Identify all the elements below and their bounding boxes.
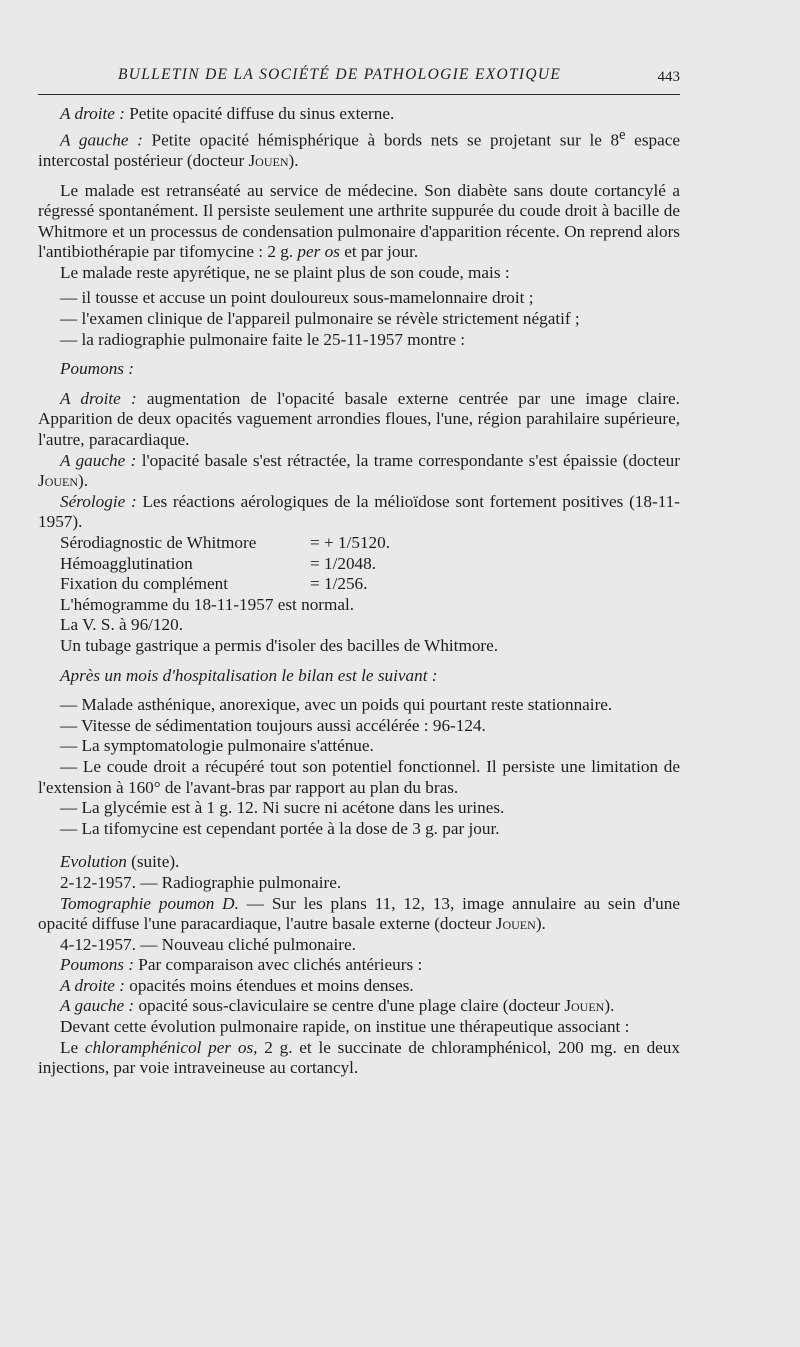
section-label: Evolution (suite). (60, 852, 180, 872)
paragraph: L'hémogramme du 18-11-1957 est normal. (60, 594, 355, 614)
paragraph: Tomographie poumon D. — Sur les plans 11, 12, 13, image annulaire au sein d'une opacité diffuse l'une paracardiaque, l'autre basale externe (docteur Jouen). (38, 893, 680, 934)
paragraph: 2-12-1957. — Radiographie pulmonaire. (60, 872, 342, 892)
list-item: — La symptomatologie pulmonaire s'atténue. (60, 736, 374, 756)
section-label: Après un mois d'hospitalisation le bilan est le suivant : (60, 665, 438, 685)
paragraph: Le malade reste apyrétique, ne se plaint plus de son coude, mais : (60, 262, 510, 282)
author-name: Jouen (564, 996, 605, 1016)
paragraph: A droite : augmentation de l'opacité basale externe centrée par une image claire. Apparition de deux opacités vaguement arrondies floues, l'une, région parahilaire supérieure, l'autre, paracardiaque. (38, 388, 680, 450)
page-number: 443 (657, 69, 680, 85)
paragraph: Poumons : Par comparaison avec clichés antérieurs : (60, 955, 423, 975)
list-item: — il tousse et accuse un point douloureux sous-mamelonnaire droit ; (60, 288, 534, 308)
serology-table (38, 533, 680, 595)
table-row: Sérodiagnostic de Whitmore = + 1/5120. (60, 533, 391, 553)
paragraph: 4-12-1957. — Nouveau cliché pulmonaire. (60, 934, 356, 954)
running-title: BULLETIN DE LA SOCIÉTÉ DE PATHOLOGIE EXOTIQUE (118, 66, 562, 83)
page-header (38, 66, 680, 94)
author-name: Jouen (248, 150, 289, 170)
list-item: — Vitesse de sédimentation toujours aussi accélérée : 96-124. (60, 715, 486, 735)
paragraph: A gauche : Petite opacité hémisphérique à bords nets se projetant sur le 8e espace intercostal postérieur (docteur Jouen). (38, 126, 680, 170)
list-item: — Le coude droit a récupéré tout son potentiel fonctionnel. Il persiste une limitation de l'extension à 160° de l'avant-bras par rapport au plan du bras. (38, 756, 680, 797)
list-item: — la radiographie pulmonaire faite le 25-11-1957 montre : (60, 329, 466, 349)
paragraph: A droite : opacités moins étendues et moins denses. (60, 975, 414, 995)
table-row: Fixation du complément = 1/256. (60, 574, 368, 594)
paragraph: Le malade est retranséaté au service de médecine. Son diabète sans doute cortancylé a régressé spontanément. Il persiste seulement une arthrite suppurée du coude droit à bacille de Whitmore et un processus de condensation pulmonaire d'apparition récente. On reprend alors l'antibiothérapie par tifomycine : 2 g. per os et par jour. (38, 180, 680, 262)
table-row: Hémoagglutination = 1/2048. (60, 553, 377, 573)
paragraph: Devant cette évolution pulmonaire rapide, on institue une thérapeutique associant : (60, 1017, 630, 1037)
body-text (38, 104, 680, 1079)
section-label: Poumons : (60, 359, 134, 379)
author-name: Jouen (495, 914, 536, 934)
paragraph: A gauche : l'opacité basale s'est rétractée, la trame correspondante s'est épaissie (docteur Jouen). (38, 450, 681, 491)
list-item: — La glycémie est à 1 g. 12. Ni sucre ni acétone dans les urines. (60, 798, 505, 818)
list-item: — l'examen clinique de l'appareil pulmonaire se révèle strictement négatif ; (60, 309, 580, 329)
header-rule (38, 94, 680, 95)
paragraph: Un tubage gastrique a permis d'isoler des bacilles de Whitmore. (60, 635, 499, 655)
paragraph: La V. S. à 96/120. (60, 615, 184, 635)
author-name: Jouen (38, 471, 79, 491)
list-item: — Malade asthénique, anorexique, avec un poids qui pourtant reste stationnaire. (60, 695, 613, 715)
paragraph: A gauche : opacité sous-claviculaire se centre d'une plage claire (docteur Jouen). (60, 996, 615, 1016)
paragraph: Sérologie : Les réactions aérologiques de la mélioïdose sont fortement positives (18-11-1957). (38, 491, 680, 532)
paragraph: Le chloramphénicol per os, 2 g. et le succinate de chloramphénicol, 200 mg. en deux injections, par voie intraveineuse au cortancyl. (38, 1037, 680, 1078)
paragraph: A droite : Petite opacité diffuse du sinus externe. (60, 104, 395, 123)
list-item: — La tifomycine est cependant portée à la dose de 3 g. par jour. (60, 818, 500, 838)
